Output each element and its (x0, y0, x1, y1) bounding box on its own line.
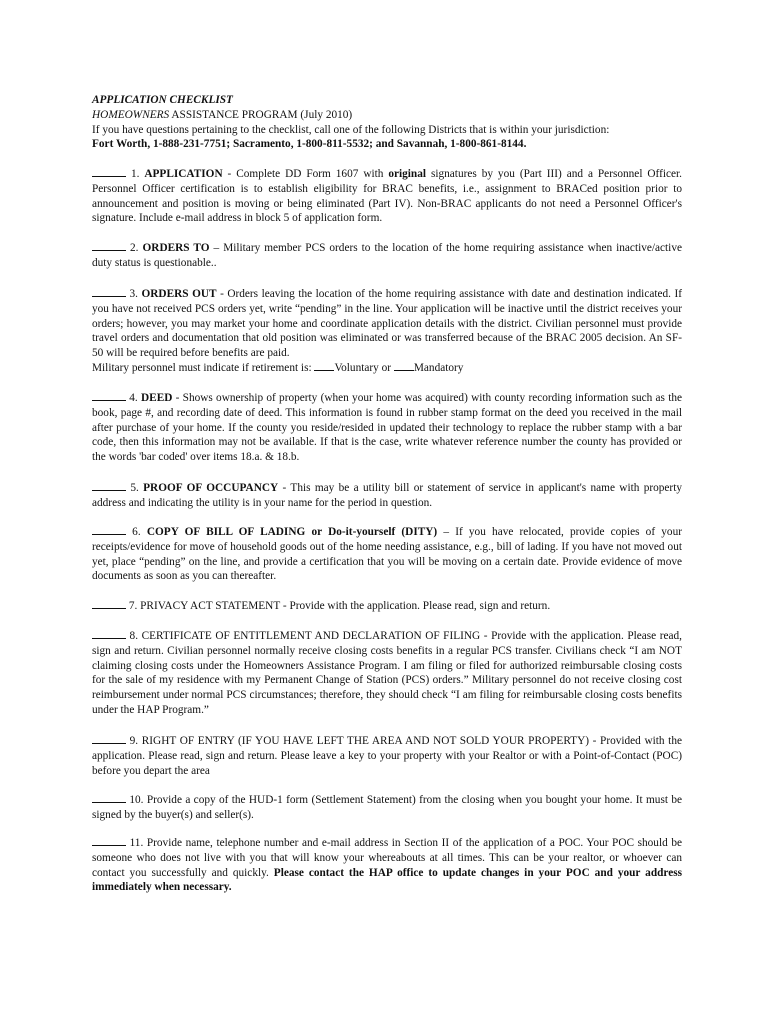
item-emphasis: original (388, 168, 427, 180)
checklist-item-7 (92, 599, 682, 614)
item-text: CERTIFICATE OF ENTITLEMENT AND DECLARATION OF FILING - Provide with the application. Please read, sign and return. Civilian personnel normally receive closing costs benefits in a regular PCS transfer. Civilians check “I am NOT claiming closing costs under the Homeowners Assistance Program. I am filing or filed for authorized reimbursable closing costs for the sale of my residence with my Permanent Change of Station (PCS) orders.” Military personnel do not receive closing cost reimbursement under normal PCS circumstances; therefore, they should check “I am filing for reimbursable closing costs benefits under the HAP Program.” (92, 630, 683, 716)
checklist-item-6 (92, 525, 682, 584)
item-heading: ORDERS TO (142, 242, 210, 254)
item-heading: APPLICATION (144, 168, 223, 180)
program-italic: HOMEOWNERS (92, 108, 170, 121)
item-number: 1. (126, 168, 145, 180)
item-number: 3. (126, 288, 142, 300)
item-heading: PROOF OF OCCUPANCY (143, 482, 279, 494)
district-phone-numbers: Fort Worth, 1-888-231-7751; Sacramento, 1-800-811-5532; and Savannah, 1-800-861-8144. (92, 138, 527, 151)
mandatory-option: Mandatory (413, 361, 464, 374)
item-text: – Military member PCS orders to the location of the home requiring assistance when inactive/active duty status is questionable.. (92, 242, 682, 269)
item-text: PRIVACY ACT STATEMENT - Provide with the application. Please read, sign and return. (140, 600, 551, 612)
item-text: - This may be a utility bill or statement of service in applicant's name with property address and indicating the utility is in your name for the period in question. (92, 482, 682, 509)
program-line (92, 108, 682, 123)
item-text: signatures by you (Part III) and a Personnel Officer. Personnel Officer certification is to establish eligibility for BRAC benefits, i.e., assignment to BRACed position prior to announcement and position is moving or being eliminated (Part IV). Non-BRAC applicants do not need a Personnel Officer's signature. Include e-mail address in block 5 of application form. (92, 168, 682, 225)
checklist-item-1 (92, 167, 682, 226)
item-heading: ORDERS OUT (141, 288, 217, 300)
item-text: - Shows ownership of property (when your home was acquired) with county recording information such as the book, page #, and recording date of deed. This information is found in rubber stamp format on the deed you received in the mail after purchase of your home. If the county you reside/resided in updated their technology to replace the rubber stamp with a bar code, then this information may not be available. If that is the case, write whatever reference number the county has provided or the words 'bar coded' over items 18.a. & 18.b. (92, 392, 683, 464)
checklist-item-3 (92, 287, 682, 376)
checklist-item-8 (92, 629, 682, 718)
item-number: 10. (126, 794, 147, 806)
checkbox-line[interactable] (92, 793, 126, 803)
checkbox-line[interactable] (92, 734, 126, 744)
item-number: 6. (126, 526, 147, 538)
poc-update-notice: Please contact the HAP office to update changes in your POC and your address immediately when necessary. (92, 866, 682, 894)
item-number: 9. (126, 735, 142, 747)
checkbox-line[interactable] (92, 836, 126, 846)
item-text: Provide name, telephone number and e-mail address in Section II of the application of a POC. Your POC should be someone who does not live with you that will know your whereabouts at all times. This can be your realtor, or whoever can contact you successfully and quickly. (92, 837, 682, 879)
document-title: APPLICATION CHECKLIST (92, 94, 233, 106)
voluntary-option: Voluntary or (334, 361, 394, 374)
checklist-item-5 (92, 481, 682, 511)
item-number: 7. (126, 600, 141, 612)
checkbox-line[interactable] (92, 599, 126, 609)
voluntary-blank[interactable] (314, 361, 334, 371)
item-text: Provide a copy of the HUD-1 form (Settlement Statement) from the closing when you bought your home. It must be signed by the buyer(s) and seller(s). (92, 794, 682, 821)
checkbox-line[interactable] (92, 629, 126, 639)
item-heading: COPY OF BILL OF LADING or Do-it-yourself (DITY) (146, 526, 438, 538)
item-number: 8. (126, 630, 142, 642)
checklist-item-4 (92, 391, 682, 465)
checkbox-line[interactable] (92, 481, 126, 491)
checklist-item-9 (92, 734, 682, 778)
item-text: – If you have relocated, provide copies of your receipts/evidence for move of household goods out of the home needing assistance, e.g., bill of lading. If you have not moved out yet, place “pending” on the line, and provide a certification that you will be moving on a certain date. Provide evidence of move documents as soon as you can thereafter. (92, 526, 682, 583)
checkbox-line[interactable] (92, 525, 126, 535)
item-number: 4. (126, 392, 141, 404)
retirement-line (92, 361, 682, 376)
document-header (92, 93, 682, 152)
program-rest: ASSISTANCE PROGRAM (July 2010) (169, 108, 353, 121)
item-text: - Complete DD Form 1607 with (222, 168, 389, 180)
item-number: 11. (126, 837, 147, 849)
mandatory-blank[interactable] (394, 361, 414, 371)
checklist-item-11 (92, 836, 682, 895)
checkbox-line[interactable] (92, 287, 126, 297)
item-number: 2. (126, 242, 143, 254)
item-number: 5. (126, 482, 144, 494)
item-text: RIGHT OF ENTRY (IF YOU HAVE LEFT THE AREA AND NOT SOLD YOUR PROPERTY) - Provided with the application. Please read, sign and return. Please leave a key to your property with your Realtor or with a Point-of-Contact (POC) before you depart the area (92, 735, 682, 777)
checkbox-line[interactable] (92, 241, 126, 251)
item-heading: DEED (141, 392, 173, 404)
intro-text: If you have questions pertaining to the checklist, call one of the following Districts that is within your jurisdiction: (92, 123, 610, 136)
checklist-item-2 (92, 241, 682, 271)
checkbox-line[interactable] (92, 391, 126, 401)
retirement-prefix: Military personnel must indicate if retirement is: (92, 361, 315, 374)
item-text: - Orders leaving the location of the home requiring assistance with date and destination indicated. If you have not received PCS orders yet, write “pending” in the line. Your application will be inactive until the district receives your orders; however, you may market your home and coordinate application details with the district. Civilian personnel must provide travel orders and documentation that old position was eliminated or was transferred because of the BRAC 2005 decision. An SF-50 will be required before benefits are paid. (92, 288, 683, 360)
checkbox-line[interactable] (92, 167, 126, 177)
checklist-item-10 (92, 793, 682, 823)
